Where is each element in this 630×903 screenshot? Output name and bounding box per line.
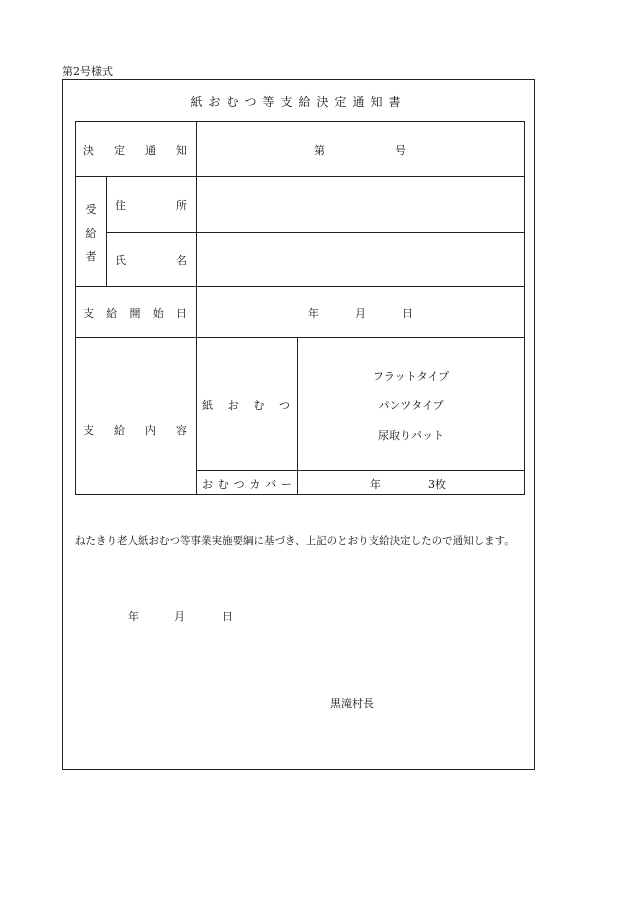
issue-date-month: 月 xyxy=(174,610,185,623)
notice-frame xyxy=(62,79,535,770)
diaper-option-flat: フラットタイプ xyxy=(372,370,450,383)
cover-year: 年 xyxy=(370,478,381,491)
form-number-label: 第2号様式 xyxy=(62,65,113,78)
issue-date-year: 年 xyxy=(128,610,139,623)
diaper-option-pad: 尿取りパット xyxy=(378,429,444,442)
start-date-day: 日 xyxy=(402,307,413,320)
recipient-label: 受 給 者 xyxy=(85,203,97,263)
notice-body-text: ねたきり老人紙おむつ等事業実施要綱に基づき、上記のとおり支給決定したので通知します。 xyxy=(75,535,515,547)
notice-number-suffix: 号 xyxy=(395,144,406,157)
start-date-label: 支 給 開 始 日 xyxy=(83,307,187,320)
name-label: 氏 名 xyxy=(115,254,187,267)
address-label: 住 所 xyxy=(115,199,187,212)
paper-diaper-label: 紙 お む つ xyxy=(202,399,290,412)
document-title: 紙おむつ等支給決定通知書 xyxy=(190,95,407,109)
start-date-month: 月 xyxy=(355,307,366,320)
notice-number-prefix: 第 xyxy=(314,144,325,157)
notice-table xyxy=(75,121,525,495)
diaper-option-pants: パンツタイプ xyxy=(378,399,444,412)
signer-title: 黒滝村長 xyxy=(330,697,374,710)
start-date-year: 年 xyxy=(308,307,319,320)
cover-count: 3枚 xyxy=(428,478,446,491)
issue-date-day: 日 xyxy=(222,610,233,623)
decision-notice-label: 決 定 通 知 xyxy=(83,144,187,157)
supply-contents-label: 支 給 内 容 xyxy=(83,424,187,437)
diaper-cover-label: お む つ カ バ ー xyxy=(202,478,292,491)
